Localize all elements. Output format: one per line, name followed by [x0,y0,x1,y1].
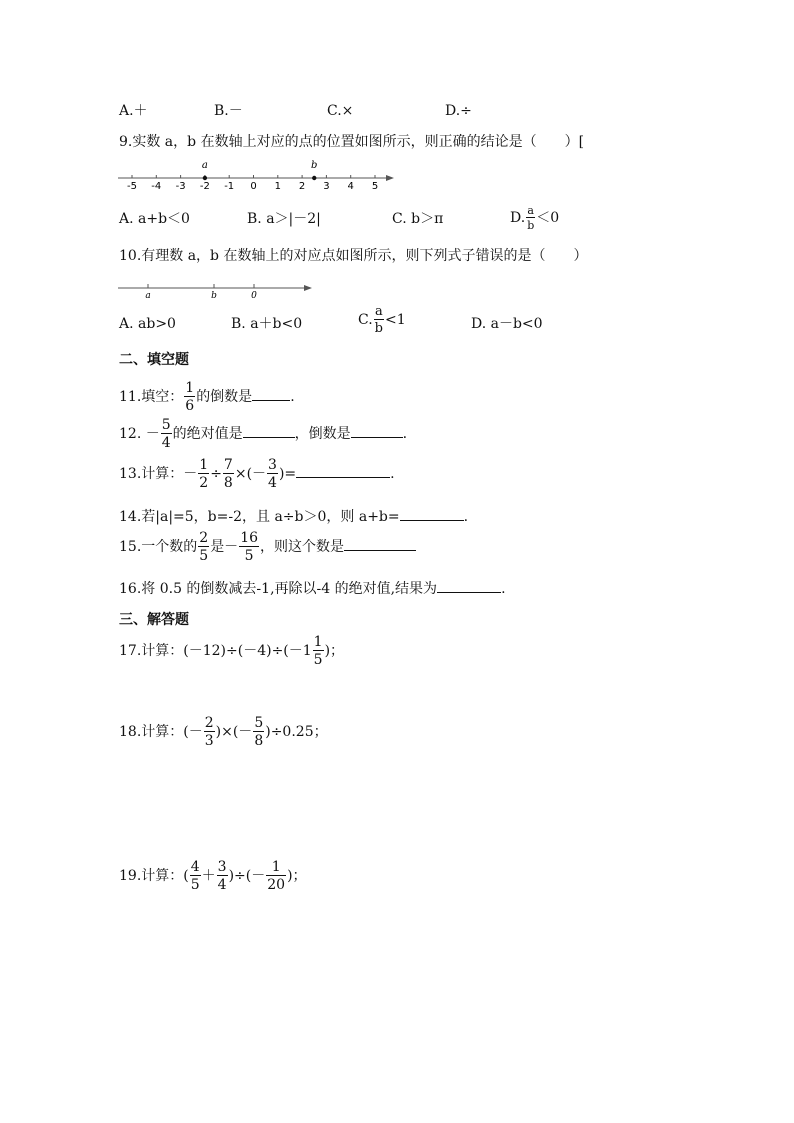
q13-fraction-1 [198,458,209,490]
q9-point-b [312,176,316,180]
q18-fraction-2 [253,716,264,748]
q13-d2: 8 [223,475,233,491]
q19-d1: 5 [190,877,200,893]
q9-tick-label-7: 2 [298,181,306,192]
q12-fraction [161,418,172,450]
q15-answer-blank[interactable] [344,549,416,551]
q12-numerator: 5 [161,417,171,433]
q19-n3: 1 [266,860,286,876]
q19-mid: )÷(－ [228,868,266,884]
q10-option-a: A. ab>0 [119,316,176,332]
q9-option-d-fraction [526,205,535,231]
q8-option-d: D.÷ [445,103,472,119]
q19-fraction-2 [217,860,228,892]
q13-n1: 1 [199,457,209,473]
q10-option-c-prefix: C. [358,312,373,328]
q13 [119,458,395,490]
q15-d1: 5 [199,548,209,564]
q19-fraction-3 [266,860,286,892]
q11-prefix: 11.填空： [119,389,184,405]
q18-fraction-1 [204,716,215,748]
q10-option-d: D. a－b<0 [471,316,543,332]
q11-fraction [184,381,195,413]
q13-prefix: 13.计算：－ [119,466,198,482]
q10-label-a: a [145,291,151,301]
q15-fraction-2 [239,531,259,563]
q10-option-c-suffix: <1 [385,312,406,328]
q19-d3: 20 [267,877,286,893]
q11-denominator: 6 [185,398,195,414]
q19-n2: 3 [217,859,227,875]
q19-n1: 4 [190,859,200,875]
q13-op2: ×(－ [234,466,267,482]
q9-point-a-label: a [201,160,208,171]
q9-option-b: B. a＞|－2| [247,211,321,227]
q10-label-zero: 0 [251,291,257,301]
q9-axis-arrow [386,175,394,181]
q18-n2: 5 [254,715,264,731]
q13-fraction-2 [223,458,234,490]
q15-suffix: ，则这个数是 [260,539,345,555]
q15-n1: 2 [199,530,209,546]
q14 [119,510,468,524]
q9-tick-label-9: 4 [347,181,354,192]
q13-suffix: )= [278,466,297,482]
q9-option-d-suffix: ＜0 [536,210,560,226]
q12-prefix: 12. － [119,426,160,442]
q14-end: . [463,509,469,525]
q18-d2: 8 [254,733,264,749]
q9-option-c: C. b＞π [392,211,444,227]
q17 [119,635,344,667]
q18 [119,716,328,748]
q13-op1: ÷ [210,466,222,482]
q19-fraction-1 [190,860,201,892]
q11-end: . [290,389,295,405]
q15-fraction-1 [198,531,209,563]
q9-d-denominator: b [527,219,535,232]
q15-prefix: 15.一个数的 [119,539,198,555]
section-2-title: 二、填空题 [119,352,189,368]
q14-text: 14.若|a|=5，b=-2，且 a÷b＞0，则 a+b= [119,509,400,525]
section-3-title: 三、解答题 [119,612,189,628]
q9-tick-label-0: -5 [127,181,137,192]
q8-option-a: A.＋ [119,103,148,119]
q9-tick-label-8: 3 [323,181,330,192]
q10-axis-arrow [304,285,312,291]
q13-d3: 4 [268,475,277,491]
q9-tick-label-6: 1 [274,181,281,192]
q18-suffix: )÷0.25； [265,724,328,740]
q19-prefix: 19.计算：( [119,868,189,884]
q9-tick-label-3: -2 [199,181,210,192]
q12 [119,418,407,450]
q19-op: ＋ [201,868,216,884]
q9-number-line [116,156,396,192]
q15-d2: 5 [244,548,254,564]
q9-tick-label-10: 5 [371,181,379,192]
q10-number-line [116,278,316,302]
q12-denominator: 4 [161,435,171,451]
q17-prefix: 17.计算：(－12)÷(－4)÷(－1 [119,643,312,659]
q16-end: . [501,581,506,597]
q18-prefix: 18.计算：(－ [119,724,203,740]
q13-n2: 7 [223,457,233,473]
q8-option-c: C.× [327,103,354,119]
q18-n1: 2 [204,715,214,731]
q19-suffix: )； [287,868,307,884]
q15 [119,531,416,563]
q9-d-numerator: a [527,204,534,217]
q17-numerator: 1 [313,634,323,650]
q11-answer-blank[interactable] [252,399,290,401]
q12-end: . [402,426,408,442]
q9-option-d-prefix: D. [510,210,526,226]
q13-n3: 3 [268,457,277,473]
q9-point-b-label: b [311,160,318,171]
q12-answer-blank-2[interactable] [351,436,403,438]
q10-label-b: b [211,291,217,301]
q13-fraction-3 [267,458,278,490]
q10-option-b: B. a＋b<0 [231,316,303,332]
q10-option-c-fraction [374,305,384,335]
q9-point-a [203,176,207,180]
q18-mid: )×(－ [215,724,253,740]
q9-tick-label-5: 0 [250,181,257,192]
q11-suffix: 的倒数是 [196,389,253,405]
q12-answer-blank-1[interactable] [243,436,295,438]
q13-end: . [390,466,395,482]
q12-mid2: ，倒数是 [294,426,351,442]
q17-fraction [313,635,324,667]
q15-mid: 是－ [210,539,239,555]
q9-tick-label-1: -4 [151,181,162,192]
q12-mid: 的绝对值是 [172,426,243,442]
q16 [119,582,506,596]
q15-n2: 16 [240,530,259,546]
q9-question: 9.实数 a，b 在数轴上对应的点的位置如图所示，则正确的结论是（ ）[ [119,134,585,150]
q10-option-c [358,305,406,335]
q13-answer-blank[interactable] [296,476,390,478]
q9-option-d [510,205,559,231]
q9-tick-label-4: -1 [224,181,235,192]
q11 [119,381,295,413]
q19 [119,860,307,892]
q9-tick-label-2: -3 [175,181,186,192]
q11-numerator: 1 [185,380,195,396]
q10-c-numerator: a [374,304,383,319]
q18-d1: 3 [204,733,214,749]
q17-denominator: 5 [313,652,323,668]
q16-text: 16.将 0.5 的倒数减去-1,再除以-4 的绝对值,结果为 [119,581,438,597]
q8-option-b: B.－ [214,103,243,119]
q10-question: 10.有理数 a，b 在数轴上的对应点如图所示，则下列式子错误的是（ ） [119,248,588,264]
q10-c-denominator: b [374,321,383,336]
q19-d2: 4 [217,877,227,893]
q9-option-a: A. a+b＜0 [119,211,190,227]
q16-answer-blank[interactable] [437,591,501,593]
q14-answer-blank[interactable] [400,519,464,521]
q17-suffix: )； [324,643,345,659]
q13-d1: 2 [199,475,209,491]
